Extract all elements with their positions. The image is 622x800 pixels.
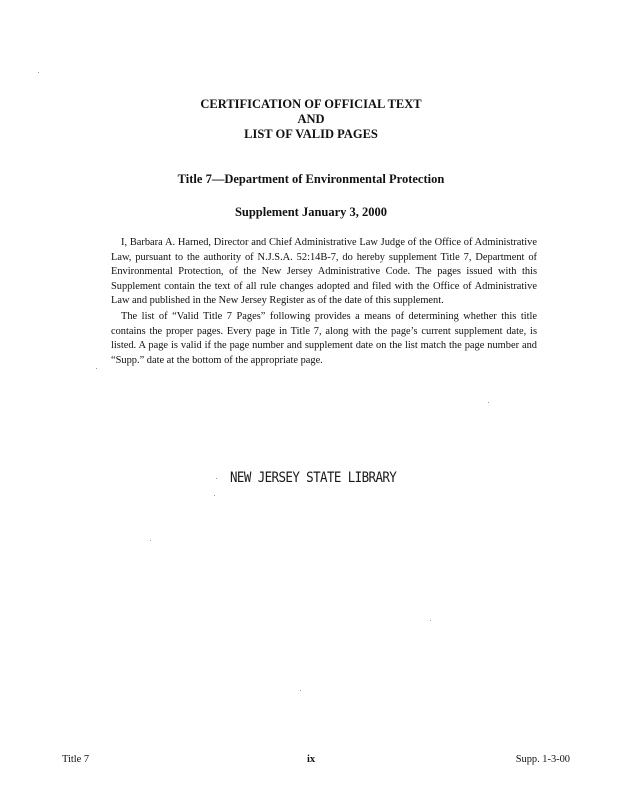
library-stamp: NEW JERSEY STATE LIBRARY: [230, 468, 397, 486]
scan-speck: [96, 368, 97, 369]
footer-page-number: ix: [306, 754, 316, 765]
scan-speck: [214, 495, 215, 496]
title-heading: Title 7—Department of Environmental Protection: [177, 172, 445, 186]
scan-speck: [300, 690, 301, 691]
certification-paragraph: I, Barbara A. Harned, Director and Chief Administrative Law Judge of the Office of Administrative Law, pursuant to the authority of N.J.S.A. 52:14B-7, do hereby supplement Title 7, Department of Environmental Protection, of the New Jersey Administrative Code. The pages issued with this Supplement contain the text of all rule changes adopted and filed with the Office of Administrative Law and published in the New Jersey Register as of the date of this supplement.: [111, 237, 537, 307]
certification-heading-line-3: LIST OF VALID PAGES: [244, 127, 378, 141]
certification-heading: [0, 97, 622, 142]
scan-speck: [38, 72, 39, 73]
supplement-date-heading: Supplement January 3, 2000: [234, 205, 388, 219]
footer-supplement-date: Supp. 1-3-00: [515, 754, 570, 765]
footer-title: Title 7: [62, 754, 90, 765]
scan-speck: [488, 402, 489, 403]
certification-heading-line-1: CERTIFICATION OF OFFICIAL TEXT: [200, 97, 422, 111]
valid-pages-paragraph: The list of “Valid Title 7 Pages” following provides a means of determining whether this title contains the proper pages. Every page in Title 7, along with the page’s current supplement date, is listed. A page is valid if the page number and supplement date on the list match the page number and “Supp.” date at the bottom of the appropriate page.: [111, 311, 537, 366]
scan-speck: [430, 620, 431, 621]
certification-heading-line-2: AND: [297, 112, 325, 126]
scan-speck: [150, 540, 151, 541]
scan-speck: [216, 478, 217, 479]
